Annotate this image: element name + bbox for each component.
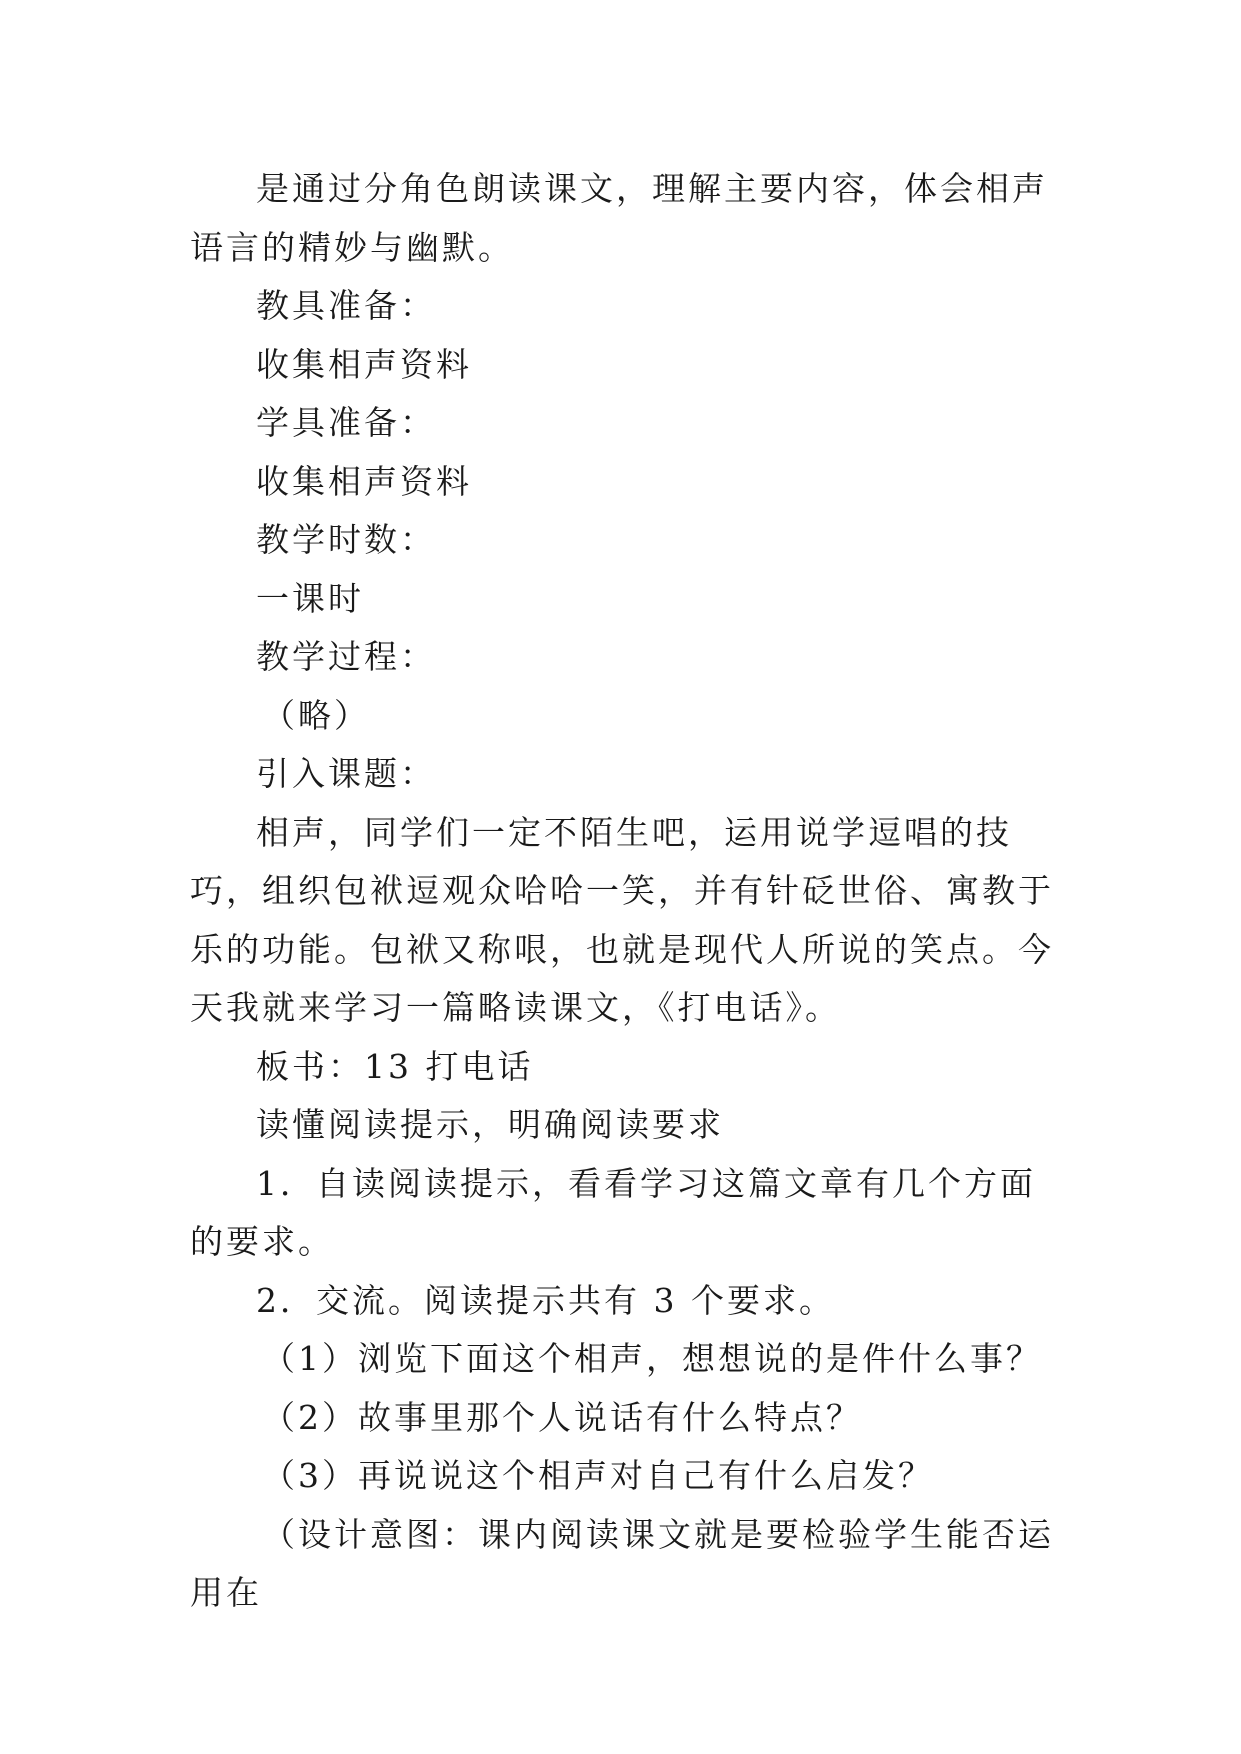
- design-intent: （设计意图：课内阅读课文就是要检验学生能否运用在: [190, 1514, 1054, 1612]
- paragraph-class-hours: 一课时: [256, 578, 364, 618]
- list-item-1: 1．自读阅读提示，看看学习这篇文章有几个方面的要求。: [190, 1163, 1036, 1261]
- sub-item-2: （2）故事里那个人说话有什么特点？: [262, 1397, 862, 1437]
- paragraph-omitted: （略）: [262, 695, 370, 735]
- document-body: [190, 160, 1060, 1623]
- sub-item-1: （1）浏览下面这个相声，想想说的是件什么事？: [262, 1339, 1042, 1378]
- heading-teaching-aids: 教具准备：: [256, 286, 436, 325]
- paragraph-blackboard: 板书：13 打电话: [256, 1046, 534, 1086]
- heading-teaching-process: 教学过程：: [256, 637, 436, 676]
- paragraph-student-materials: 收集相声资料: [256, 461, 472, 501]
- heading-introduction: 引入课题：: [256, 754, 436, 793]
- list-item-2: 2．交流。阅读提示共有 3 个要求。: [256, 1280, 835, 1320]
- sub-item-3: （3）再说说这个相声对自己有什么启发？: [262, 1456, 934, 1495]
- paragraph-teaching-aids: 收集相声资料: [256, 344, 472, 384]
- heading-reading-tips: 读懂阅读提示，明确阅读要求: [256, 1105, 724, 1144]
- paragraph-crosstalk: 相声，同学们一定不陌生吧，运用说学逗唱的技巧，组织包袱逗观众哈哈一笑，并有针砭世俗、寓教于乐的功能。包袱又称哏，也就是现代人所说的笑点。今天我就来学习一篇略读课文，《打电话》。: [190, 812, 1054, 1027]
- paragraph-intro: 是通过分角色朗读课文，理解主要内容，体会相声语言的精妙与幽默。: [190, 169, 1048, 267]
- heading-student-materials: 学具准备：: [256, 403, 436, 442]
- heading-class-hours: 教学时数：: [256, 520, 436, 559]
